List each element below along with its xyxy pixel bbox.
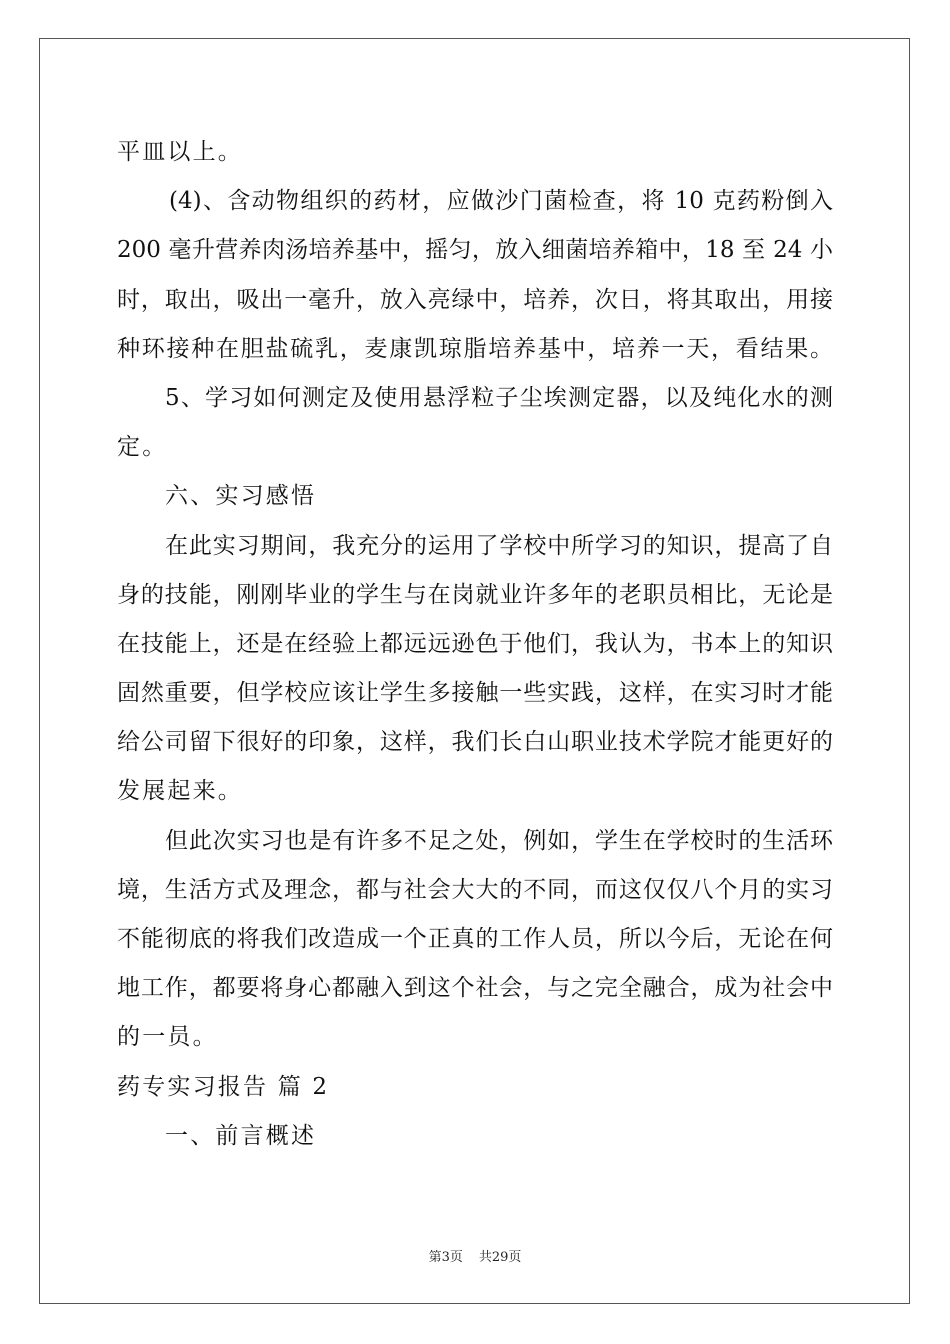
page-number: 第3页 <box>428 1250 463 1265</box>
text-line: 地工作，都要将身心都融入到这个社会，与之完全融合，成为社会中 <box>117 975 833 1002</box>
document-subtitle: 药专实习报告 篇 2 <box>117 1073 330 1100</box>
document-body <box>117 128 833 1161</box>
text-line: 5、学习如何测定及使用悬浮粒子尘埃测定器，以及纯化水的测 <box>165 384 833 411</box>
text-line: 境，生活方式及理念，都与社会大大的不同，而这仅仅八个月的实习 <box>117 876 833 903</box>
text-line: 时，取出，吸出一毫升，放入亮绿中，培养，次日，将其取出，用接 <box>117 286 833 313</box>
text-line: 平皿以上。 <box>117 139 243 165</box>
text-line: 发展起来。 <box>117 778 243 805</box>
page-total: 共29页 <box>478 1250 522 1265</box>
page-footer <box>0 1246 950 1265</box>
section-heading: 一、前言概述 <box>165 1122 317 1149</box>
text-line: 身的技能，刚刚毕业的学生与在岗就业许多年的老职员相比，无论是 <box>117 581 833 608</box>
text-line: 固然重要，但学校应该让学生多接触一些实践，这样，在实习时才能 <box>117 680 833 707</box>
text-line: (4)、含动物组织的药材，应做沙门菌检查，将 10 克药粉倒入 <box>169 188 833 215</box>
text-line: 的一员。 <box>117 1024 218 1051</box>
text-line: 给公司留下很好的印象，这样，我们长白山职业技术学院才能更好的 <box>117 729 833 756</box>
text-line: 不能彻底的将我们改造成一个正真的工作人员，所以今后，无论在何 <box>117 926 833 952</box>
text-line: 种环接种在胆盐硫乳，麦康凯琼脂培养基中，培养一天，看结果。 <box>117 335 833 362</box>
text-line: 但此次实习也是有许多不足之处，例如，学生在学校时的生活环 <box>165 827 833 854</box>
text-line: 200 毫升营养肉汤培养基中，摇匀，放入细菌培养箱中，18 至 24 小 <box>117 237 833 264</box>
text-line: 定。 <box>117 434 168 461</box>
text-line: 在此实习期间，我充分的运用了学校中所学习的知识，提高了自 <box>165 532 833 559</box>
text-line: 在技能上，还是在经验上都远远逊色于他们，我认为，书本上的知识 <box>117 630 833 657</box>
section-heading: 六、实习感悟 <box>165 483 317 510</box>
